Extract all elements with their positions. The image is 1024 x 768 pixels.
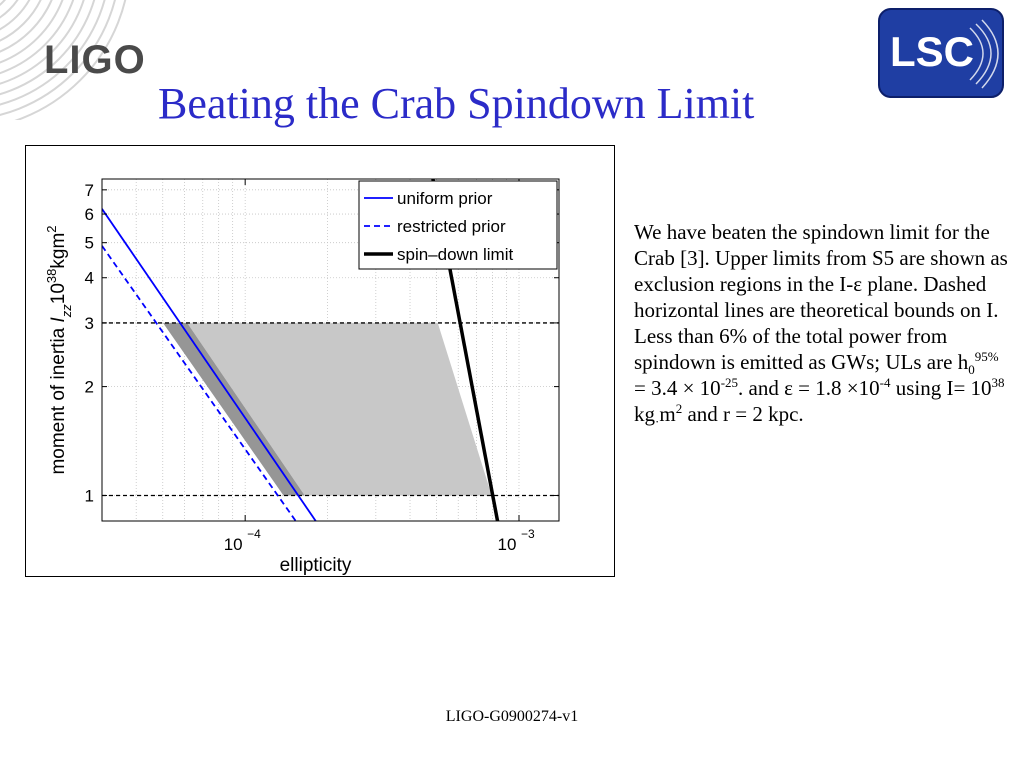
y-tick-label: 6 [84, 205, 94, 225]
y-tick-label: 3 [84, 313, 94, 333]
slide-title: Beating the Crab Spindown Limit [158, 79, 755, 128]
legend-label-0: uniform prior [397, 189, 493, 208]
lsc-logo-text: LSC [890, 28, 974, 75]
legend-label-1: restricted prior [397, 217, 506, 236]
footer-doc-id: LIGO-G0900274-v1 [445, 708, 579, 725]
ligo-logo: LIGO [44, 38, 146, 82]
y-tick-label: 4 [84, 268, 94, 288]
y-axis-label: moment of inertia $I_{zz}10^{38}kgm^2$ [44, 225, 74, 475]
y-tick-label: 5 [84, 233, 94, 253]
x-tick-exponent: −4 [247, 527, 261, 541]
legend [359, 181, 557, 269]
ellipticity-inertia-chart [26, 146, 614, 576]
x-tick-label: 10 [497, 535, 517, 554]
x-tick-label: 10 [223, 535, 243, 554]
y-tick-label: 1 [84, 486, 94, 506]
x-axis-label: ellipticity [279, 555, 352, 576]
chart-panel [25, 145, 615, 577]
y-tick-label: 7 [84, 180, 94, 200]
x-tick-exponent: −3 [520, 527, 535, 541]
lsc-logo [878, 8, 1004, 98]
description-text: We have beaten the spindown limit for the Crab [3]. Upper limits from S5 are shown as exclusion regions in the I-ε plane. Dashed horizontal lines are theoretical bounds on I. Less than 6% of the total power from spindown is emitted as GWs; ULs are $h_0^{95\%} = 3.4 \times 10^{-25}$. and $\varepsilon = 1.8 \times 10^{-4}$ using $I= 10^{38}$ $kg_\cdot m^2$ and r = 2 kpc. [634, 220, 1008, 430]
y-tick-label: 2 [84, 377, 94, 397]
exclusion-regions [163, 323, 492, 496]
legend-label-2: spin–down limit [397, 245, 514, 264]
